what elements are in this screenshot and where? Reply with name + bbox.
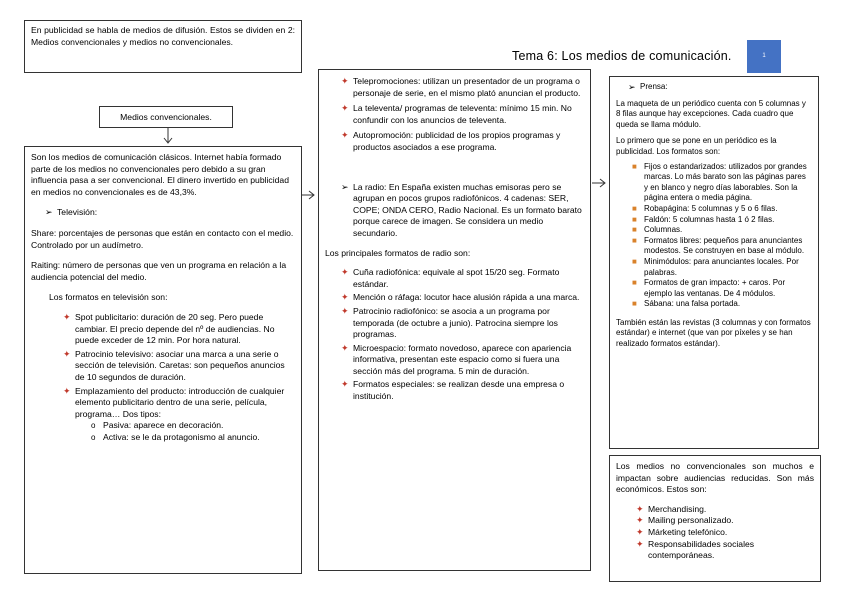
diamond-bullet-icon: ✦ xyxy=(636,515,644,526)
tv-heading: Televisión: xyxy=(57,207,98,218)
press-heading: Prensa: xyxy=(640,82,668,91)
list-item: ■ Robapágina: 5 columnas y 5 o 6 filas. xyxy=(632,203,778,213)
diamond-bullet-icon: ✦ xyxy=(341,130,349,141)
arrow-bullet-icon: ➢ xyxy=(628,82,636,92)
list-item: ■ Formatos de gran impacto: + caros. Por ejemplo las ventanas. De 4 módulos. xyxy=(632,278,786,298)
conv-intro: Son los medios de comunicación clásicos. Internet había formado parte de los medios no convencionales pero debido a su gran influencia pasa a ser convencional. El dinero invertido en publicidad en medios no convencionales es de 43,3%. xyxy=(31,152,289,197)
list-item: ■ Formatos libres: pequeños para anunciantes modestos. Se construyen en base al módulo. xyxy=(632,235,805,256)
diamond-bullet-icon: ✦ xyxy=(341,379,349,390)
list-item: ✦ Mención o ráfaga: locutor hace alusión rápida a una marca. xyxy=(341,292,580,303)
nonconv-intro: Los medios no convencionales son muchos e impactan sobre audiencias reducidas. Son más económicos. Estos son: xyxy=(616,461,814,495)
diamond-bullet-icon: ✦ xyxy=(341,292,349,303)
tv-formats-list xyxy=(63,312,295,420)
diamond-bullet-icon: ✦ xyxy=(341,305,349,316)
intro-text: En publicidad se habla de medios de difusión. Estos se dividen en 2: Medios convencionales y medios no convencionales. xyxy=(31,25,295,47)
page-title: Tema 6: Los medios de comunicación. xyxy=(512,49,732,63)
list-item: ✦ Patrocinio radiofónico: se asocia a un programa por temporada (de octubre a junio). Patrocina siempre los programas. xyxy=(341,305,558,340)
square-bullet-icon: ■ xyxy=(632,225,637,235)
square-bullet-icon: ■ xyxy=(632,161,637,171)
list-item: ■ Minimódulos: para anunciantes locales. Por palabras. xyxy=(632,256,799,277)
press-heading-row xyxy=(628,82,812,93)
diamond-bullet-icon: ✦ xyxy=(341,342,349,353)
list-item: ✦ Spot publicitario: duración de 20 seg. Pero puede cambiar. El precio depende del nº de audiencias. No puede exceder de 12 min. Por hora natural. xyxy=(63,311,275,346)
press-p2: Lo primero que se pone en un periódico es la publicidad. Los formatos son: xyxy=(616,136,777,156)
list-item: o Pasiva: aparece en decoración. xyxy=(91,420,224,431)
radio-formats-list xyxy=(341,267,584,403)
radio-formats-intro: Los principales formatos de radio son: xyxy=(325,247,471,258)
diamond-bullet-icon: ✦ xyxy=(341,103,349,114)
circle-bullet-icon: o xyxy=(91,421,96,431)
list-item: ✦ Cuña radiofónica: equivale al spot 15/20 seg. Formato estándar. xyxy=(341,267,560,289)
tv-formats-intro: Los formatos en televisión son: xyxy=(49,292,168,303)
arrow-bullet-icon: ➢ xyxy=(45,207,53,218)
square-bullet-icon: ■ xyxy=(632,278,637,288)
list-item: ✦ Microespacio: formato novedoso, aparece con apariencia informativa, presentan este espacio como si fuera una sección más del programa. 5 min de duración. xyxy=(341,342,572,376)
square-bullet-icon: ■ xyxy=(632,203,637,213)
column-press xyxy=(609,76,819,449)
list-item: ✦ Autopromoción: publicidad de los propios programas y productos asociados a ese programa. xyxy=(341,130,561,152)
raiting-text: Raiting: número de personas que ven un programa en relación a la audiencia potencial del medio. xyxy=(31,260,287,282)
column-non-conventional xyxy=(609,455,821,582)
conv-label: Medios convencionales. xyxy=(120,112,212,122)
radio-text: La radio: En España existen muchas emisoras pero se agrupan en pocos grupos radiofónicos. 4 cadenas: SER, COPE; ONDA CERO, Radio Nacional. Es un formato barato porque carece de imagen. Se considera un medio secundario. xyxy=(353,181,582,238)
list-item: ✦ Patrocinio televisivo: asociar una marca a una serie o sección de televisión. Caretas: son pequeños anuncios de 10 segundos de duración. xyxy=(63,348,285,382)
list-item: ✦ La televenta/ programas de televenta: mínimo 15 min. No confundir con los anuncios de televenta. xyxy=(341,103,572,125)
list-item: ■ Fijos o estandarizados: utilizados por grandes marcas. Lo más barato son las páginas pares y en blanco y negro días laborables. Son la página entera o media página. xyxy=(632,161,807,203)
list-item: ✦ Merchandising. xyxy=(636,503,707,514)
diamond-bullet-icon: ✦ xyxy=(636,526,644,537)
tv-more-list xyxy=(341,76,584,154)
square-bullet-icon: ■ xyxy=(632,299,637,309)
diamond-bullet-icon: ✦ xyxy=(636,503,644,514)
press-formats-list xyxy=(632,162,812,310)
conv-label-box xyxy=(99,106,233,128)
list-item: ✦ Formatos especiales: se realizan desde una empresa o institución. xyxy=(341,379,565,402)
tv-heading-row xyxy=(45,207,295,219)
list-item: ■ Sábana: una falsa portada. xyxy=(632,299,741,309)
list-item: ✦ Responsabilidades sociales contemporáneas. xyxy=(636,538,755,561)
list-item: o Activa: se le da protagonismo al anuncio. xyxy=(91,431,260,442)
arrow-bullet-icon: ➢ xyxy=(341,181,349,192)
column-tv-radio xyxy=(318,69,591,571)
square-bullet-icon: ■ xyxy=(632,214,637,224)
press-p3: También están las revistas (3 columnas y con formatos estándar) e internet (que van por píxeles y se han realizado formatos estándar). xyxy=(616,317,811,349)
circle-bullet-icon: o xyxy=(91,432,96,442)
list-item: ✦ Márketing telefónico. xyxy=(636,526,728,537)
diamond-bullet-icon: ✦ xyxy=(63,311,71,322)
page-number-badge: 1 xyxy=(747,40,781,73)
diamond-bullet-icon: ✦ xyxy=(341,76,349,86)
intro-box xyxy=(24,20,302,73)
list-item: ✦ Telepromociones: utilizan un presentador de un programa o personaje de serie, en el mismo plató anuncian el producto. xyxy=(341,76,581,98)
square-bullet-icon: ■ xyxy=(632,256,637,266)
diamond-bullet-icon: ✦ xyxy=(63,385,71,396)
diamond-bullet-icon: ✦ xyxy=(63,348,71,359)
share-text: Share: porcentajes de personas que están en contacto con el medio. Controlado por un audímetro. xyxy=(31,227,294,250)
placement-types-list xyxy=(91,420,295,443)
radio-row xyxy=(341,182,584,240)
nonconv-list xyxy=(636,504,814,562)
press-p1: La maqueta de un periódico cuenta con 5 columnas y 8 filas aunque hay excepciones. Cada cuadro que queda se llama módulo. xyxy=(616,98,806,129)
diamond-bullet-icon: ✦ xyxy=(341,267,349,278)
square-bullet-icon: ■ xyxy=(632,235,637,245)
column-conventional xyxy=(24,146,302,574)
list-item: ✦ Mailing personalizado. xyxy=(636,515,734,526)
diamond-bullet-icon: ✦ xyxy=(636,538,644,549)
list-item: ■ Columnas. xyxy=(632,225,683,235)
list-item: ■ Faldón: 5 columnas hasta 1 ó 2 filas. xyxy=(632,214,775,224)
list-item: ✦ Emplazamiento del producto: introducción de cualquier elemento publicitario dentro de una serie, película, programa… Dos tipos: xyxy=(63,385,285,419)
